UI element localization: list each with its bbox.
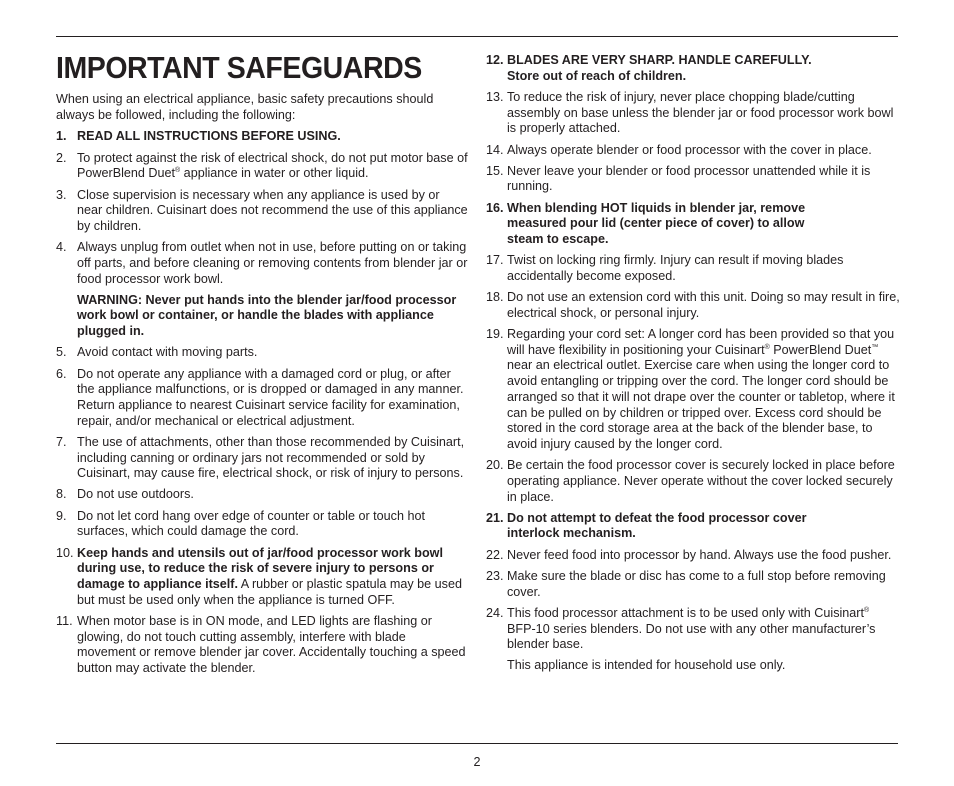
item-number: 11.: [56, 613, 73, 628]
safeguard-item-11: [56, 614, 468, 677]
item-number: 3.: [56, 187, 67, 202]
item-text: Avoid contact with moving parts.: [77, 345, 258, 360]
right-column: [486, 53, 900, 674]
safeguard-item-20: [486, 458, 900, 505]
item-text-cont: PowerBlend Duet: [769, 342, 872, 357]
safeguard-item-15: [486, 164, 900, 195]
item-number: 13.: [486, 89, 504, 104]
safeguard-item-22: [486, 548, 900, 564]
item-number: 5.: [56, 345, 67, 360]
item-text: When motor base is in ON mode, and LED lights are flashing or glowing, do not touch cutting assembly, interfere with blade movement or remove blender jar cover. Accidentally touching a speed button may activate the blender.: [77, 613, 466, 675]
safeguard-item-9: [56, 509, 468, 540]
item-text: When blending HOT liquids in blender jar, remove measured pour lid (center piece of cover) to allow steam to escape.: [507, 200, 806, 247]
item-number: 9.: [56, 508, 67, 523]
item-text-cont: BFP-10 series blenders. Do not use with any other manufacturer’s blender base.: [507, 621, 876, 652]
safeguard-item-10: [56, 546, 468, 609]
closing-note: This appliance is intended for household use only.: [507, 658, 786, 673]
safeguard-item-18: [486, 290, 900, 321]
item-text: A rubber or plastic spatula may be used but must be used only when the appliance is turned OFF.: [77, 576, 462, 607]
safeguard-item-7: [56, 435, 468, 482]
item-number: 4.: [56, 240, 67, 255]
item-text: Do not use outdoors.: [77, 487, 194, 502]
item-text-cont: appliance in water or other liquid.: [180, 166, 369, 181]
item-number: 1.: [56, 129, 67, 144]
item-text: Make sure the blade or disc has come to a full stop before removing cover.: [507, 568, 886, 599]
registered-mark: ®: [764, 343, 770, 351]
item-number: 16.: [486, 200, 504, 215]
safeguard-list-left: [56, 129, 468, 676]
item-text: Close supervision is necessary when any appliance is used by or near children. Cuisinart does not recommend the use of this appliance by children.: [77, 187, 468, 233]
item-text: Always unplug from outlet when not in use, before putting on or taking off parts, and before cleaning or removing contents from blender jar or food processor work bowl.: [77, 240, 468, 286]
item-text: Always operate blender or food processor with the cover in place.: [507, 142, 872, 157]
item-number: 6.: [56, 366, 67, 381]
item-number: 15.: [486, 163, 504, 178]
item-number: 2.: [56, 150, 67, 165]
safeguard-item-12: [486, 53, 900, 84]
item-number: 22.: [486, 547, 504, 562]
item-text: To protect against the risk of electrical shock, do not put motor base of PowerBlend Duet: [77, 150, 468, 181]
item-text: Be certain the food processor cover is securely locked in place before operating appliance. Never operate without the cover locked securely in place.: [507, 458, 895, 504]
item-text: Do not operate any appliance with a damaged cord or plug, or after the appliance malfunctions, or is dropped or damaged in any manner. Return appliance to nearest Cuisinart service facility for examination, repair, and/or mechanical or electrical adjustment.: [77, 366, 464, 428]
item-number: 23.: [486, 568, 504, 583]
item-text: Do not attempt to defeat the food processor cover interlock mechanism.: [507, 510, 807, 541]
item-text: BLADES ARE VERY SHARP. HANDLE CAREFULLY.: [507, 53, 812, 67]
safeguard-list-right: [486, 53, 900, 653]
item-number: 8.: [56, 487, 67, 502]
safeguard-item-5: [56, 345, 468, 361]
item-number: 14.: [486, 142, 504, 157]
page-number: 2: [473, 755, 481, 769]
safeguard-item-16: [486, 201, 900, 248]
safeguard-item-3: [56, 188, 468, 235]
safeguard-item-4: [56, 240, 468, 340]
registered-mark: ®: [175, 167, 181, 175]
item-text-line2: Store out of reach of children.: [507, 68, 687, 83]
item-text: To reduce the risk of injury, never place chopping blade/cutting assembly on base unless the blender jar or food processor work bowl is properly attached.: [507, 89, 894, 136]
item-text: Never feed food into processor by hand. Always use the food pusher.: [507, 547, 892, 562]
safeguard-item-6: [56, 367, 468, 430]
safeguard-item-13: [486, 90, 900, 137]
item-number: 19.: [486, 327, 504, 342]
trademark-mark: ™: [871, 343, 879, 351]
registered-mark: ®: [864, 606, 870, 614]
item-bold-text: Keep hands and utensils out of jar/food processor work bowl during use, to reduce the risk of severe injury to persons or damage to appliance itself.: [77, 545, 443, 591]
item-text: Twist on locking ring firmly. Injury can result if moving blades accidentally become exposed.: [507, 253, 844, 283]
safeguard-item-2: [56, 151, 468, 182]
item-text: Never leave your blender or food processor unattended while it is running.: [507, 163, 871, 194]
top-rule: [56, 36, 898, 37]
intro-text: When using an electrical appliance, basic safety precautions should always be followed, including the following:: [56, 92, 434, 122]
page-title: IMPORTANT SAFEGUARDS: [56, 50, 422, 85]
item-text: Do not let cord hang over edge of counter or table or touch hot surfaces, which could damage the cord.: [77, 508, 425, 539]
item-number: 20.: [486, 458, 504, 473]
item-text: This food processor attachment is to be used only with Cuisinart: [507, 605, 864, 620]
item-text: The use of attachments, other than those recommended by Cuisinart, including canning or ordinary jars not recommended or sold by Cuisinart, may cause fire, electrical shock, or risk of injury to persons.: [77, 434, 465, 481]
item-text: READ ALL INSTRUCTIONS BEFORE USING.: [77, 129, 341, 144]
safeguard-item-23: [486, 569, 900, 600]
item-text: Do not use an extension cord with this unit. Doing so may result in fire, electrical shock, or personal injury.: [507, 290, 900, 320]
item-text-cont2: near an electrical outlet. Exercise care when using the longer cord to avoid entangling or tripping over the cord. The longer cord should be arranged so that it will not drape over the counter or tabletop, where it can be pulled on by children or tripped over. Excess cord should be stored in the cord storage area at the back of the blender base, to avoid injury caused by the longer cord.: [507, 358, 895, 451]
item-text: Regarding your cord set: A longer cord has been provided so that you will have flexibility in positioning your Cuisinart: [507, 327, 895, 357]
item-number: 24.: [486, 605, 504, 620]
item-number: 18.: [486, 290, 504, 305]
warning-text: WARNING: Never put hands into the blender jar/food processor work bowl or container, or handle the blades with appliance plugged in.: [77, 292, 457, 339]
item-number: 17.: [486, 253, 504, 268]
left-column: [56, 92, 468, 682]
safeguard-item-24: [486, 606, 900, 653]
safeguard-item-8: [56, 487, 468, 503]
item-number: 21.: [486, 510, 504, 525]
safeguard-item-21: [486, 511, 900, 542]
item-number: 10.: [56, 545, 74, 560]
safeguard-item-19: [486, 327, 900, 453]
safeguard-item-14: [486, 143, 900, 159]
bottom-rule: [56, 743, 898, 744]
item-number: 7.: [56, 434, 67, 449]
safeguard-item-1: [56, 129, 468, 145]
safeguard-item-17: [486, 253, 900, 284]
item-number: 12.: [486, 53, 504, 67]
